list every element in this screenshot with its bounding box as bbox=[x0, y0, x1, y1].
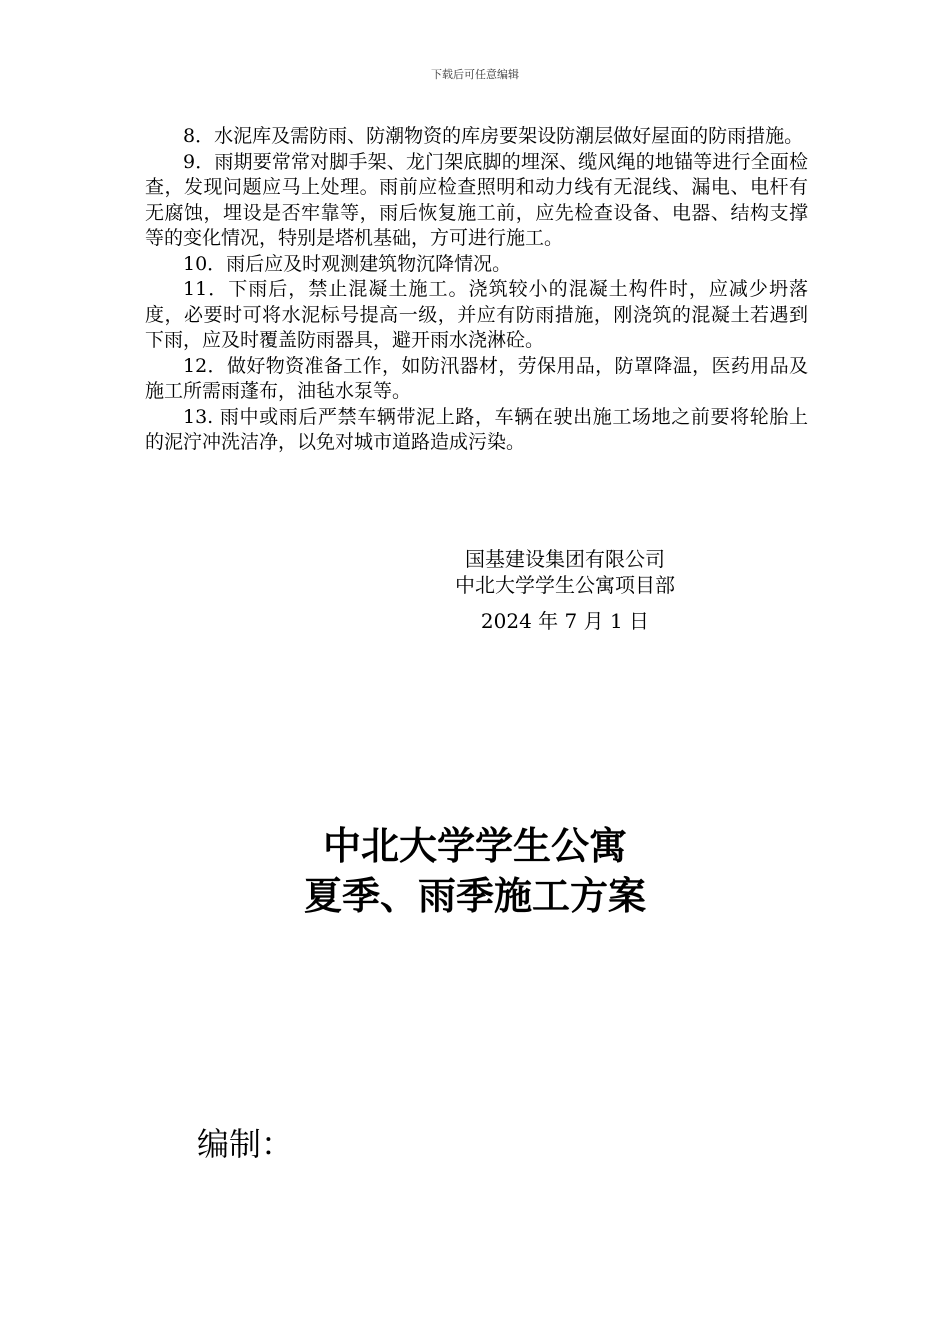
body-text bbox=[145, 124, 808, 456]
compiler-label: 编制： bbox=[197, 1125, 294, 1163]
paragraph-item-10: 10．雨后应及时观测建筑物沉降情况。 bbox=[183, 252, 512, 275]
header-note: 下载后可任意编辑 bbox=[431, 68, 519, 81]
document-title-line1: 中北大学学生公寓 bbox=[322, 824, 627, 868]
paragraph-item-13: 13. 雨中或雨后严禁车辆带泥上路，车辆在驶出施工场地之前要将轮胎上的泥泞冲洗洁净，以免对城市道路造成污染。 bbox=[145, 405, 808, 453]
paragraph-item-9: 9．雨期要常常对脚手架、龙门架底脚的埋深、缆风绳的地锚等进行全面检查，发现问题应马上处理。雨前应检查照明和动力线有无混线、漏电、电杆有无腐蚀，埋设是否牢靠等，雨后恢复施工前，应先检查设备、电器、结构支撑等的变化情况，特别是塔机基础，方可进行施工。 bbox=[145, 150, 808, 249]
signature-company: 国基建设集团有限公司 bbox=[465, 547, 665, 571]
signature-department: 中北大学学生公寓项目部 bbox=[455, 573, 675, 597]
paragraph-item-11: 11．下雨后，禁止混凝土施工。浇筑较小的混凝土构件时，应减少坍落度，必要时可将水泥标号提高一级，并应有防雨措施，刚浇筑的混凝土若遇到下雨，应及时覆盖防雨器具，避开雨水浇淋砼。 bbox=[145, 278, 808, 351]
paragraph-item-8: 8．水泥库及需防雨、防潮物资的库房要架设防潮层做好屋面的防雨措施。 bbox=[183, 125, 804, 147]
paragraph-item-12: 12．做好物资准备工作，如防汛器材，劳保用品，防罩降温，医药用品及施工所需雨蓬布，油毡水泵等。 bbox=[145, 354, 808, 402]
document-title-line2: 夏季、雨季施工方案 bbox=[303, 874, 646, 918]
signature-date: 2024 年 7 月 1 日 bbox=[480, 609, 650, 633]
